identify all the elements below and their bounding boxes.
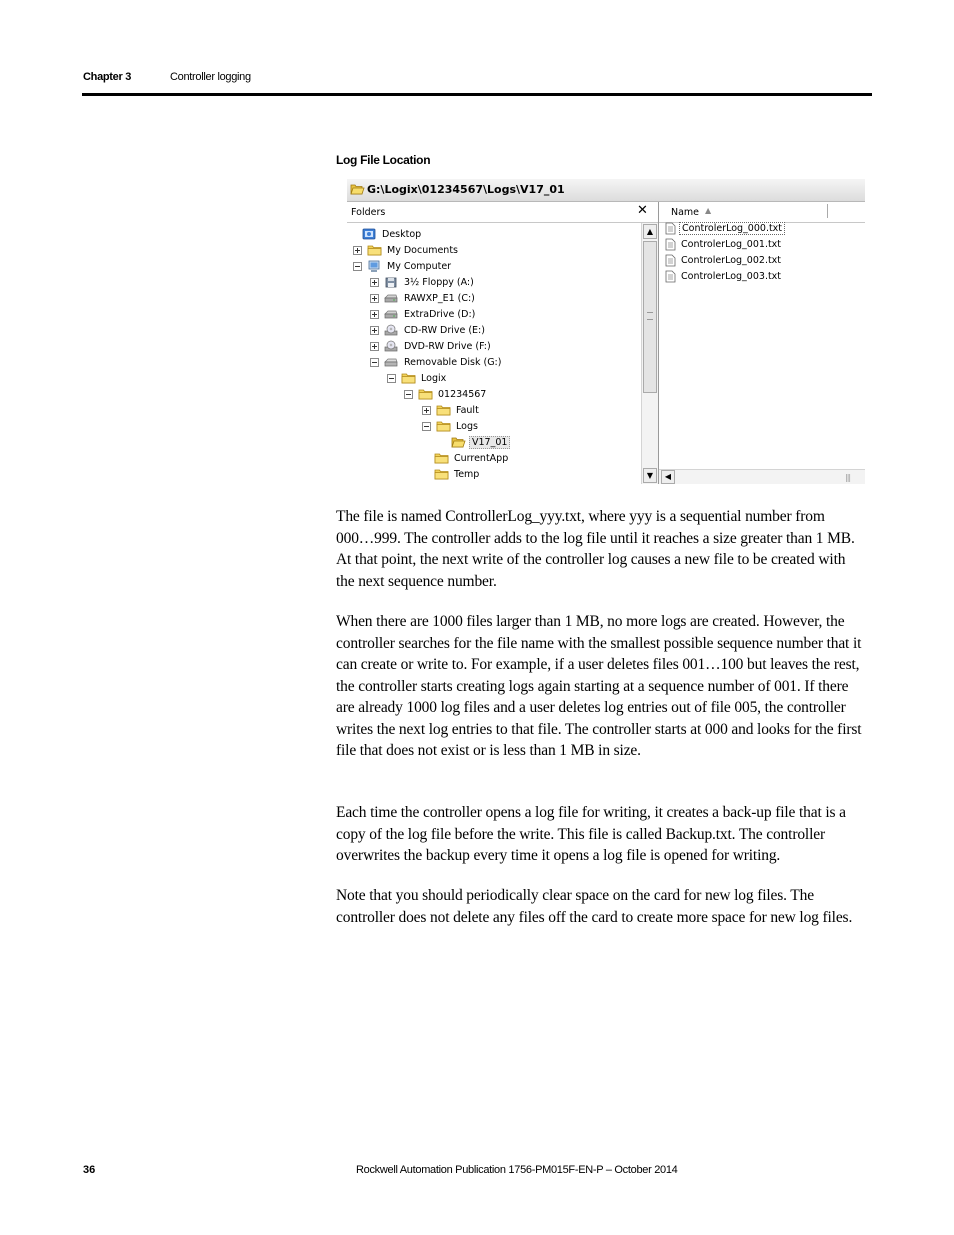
expand-icon[interactable] <box>370 278 379 287</box>
drive-icon <box>384 308 399 321</box>
tree-item-label: Fault <box>456 404 479 416</box>
text-file-icon <box>665 254 676 267</box>
column-separator[interactable] <box>827 204 828 218</box>
expand-icon[interactable] <box>370 342 379 351</box>
desktop-icon <box>362 228 377 241</box>
tree-item-label: RAWXP_E1 (C:) <box>404 292 475 304</box>
drive-icon <box>384 292 399 305</box>
text-file-icon <box>665 238 676 251</box>
floppy-icon <box>384 276 399 289</box>
expand-icon[interactable] <box>370 294 379 303</box>
tree-item[interactable] <box>387 370 448 386</box>
tree-item-label: Logix <box>421 372 447 384</box>
tree-item[interactable] <box>404 386 488 402</box>
folder-tree <box>347 223 641 484</box>
removable-disk-icon <box>384 356 399 369</box>
tree-spacer <box>422 471 429 478</box>
publication-info: Rockwell Automation Publication 1756-PM015F-EN-P – October 2014 <box>356 1164 678 1176</box>
tree-item[interactable] <box>370 322 487 338</box>
tree-spacer <box>439 439 446 446</box>
page-number: 36 <box>83 1164 96 1176</box>
file-name: ControlerLog_003.txt <box>681 270 782 282</box>
files-pane <box>659 202 865 484</box>
tree-vertical-scrollbar[interactable] <box>641 223 658 484</box>
tree-item[interactable] <box>370 306 477 322</box>
folder-icon <box>401 372 416 385</box>
folder-icon <box>418 388 433 401</box>
file-name: ControlerLog_001.txt <box>681 238 782 250</box>
folder-open-icon <box>451 436 466 449</box>
scroll-down-icon[interactable]: ▼ <box>643 468 657 483</box>
tree-item[interactable] <box>370 290 477 306</box>
files-horizontal-scrollbar[interactable] <box>659 469 865 484</box>
tree-item[interactable] <box>439 434 510 450</box>
file-item[interactable] <box>665 252 783 268</box>
tree-item[interactable] <box>422 466 481 482</box>
tree-item-label: Temp <box>454 468 480 480</box>
file-name: ControlerLog_000.txt <box>679 222 785 235</box>
folders-pane <box>347 202 659 484</box>
tree-item-label: Logs <box>456 420 478 432</box>
cd-drive-icon <box>384 340 399 353</box>
figure-caption: Log File Location <box>336 153 431 167</box>
tree-item[interactable] <box>350 226 423 242</box>
folders-pane-header <box>347 202 658 223</box>
tree-item[interactable] <box>422 450 510 466</box>
scroll-up-icon[interactable]: ▲ <box>643 224 657 239</box>
text-file-icon <box>665 270 676 283</box>
scroll-left-icon[interactable]: ◀ <box>661 470 675 484</box>
tree-item-label: DVD-RW Drive (F:) <box>404 340 491 352</box>
expand-icon[interactable] <box>353 246 362 255</box>
tree-item-label: CD-RW Drive (E:) <box>404 324 485 336</box>
folder-icon <box>367 244 382 257</box>
tree-item-label: 3½ Floppy (A:) <box>404 276 474 288</box>
tree-item[interactable] <box>353 258 453 274</box>
tree-item[interactable] <box>422 402 481 418</box>
folder-icon <box>436 420 451 433</box>
tree-spacer <box>350 231 357 238</box>
collapse-icon[interactable] <box>370 358 379 367</box>
folder-icon <box>434 452 449 465</box>
computer-icon <box>367 260 382 273</box>
tree-item[interactable] <box>422 418 480 434</box>
tree-item[interactable] <box>370 354 503 370</box>
tree-item-label: V17_01 <box>469 436 510 449</box>
text-file-icon <box>665 222 676 235</box>
collapse-icon[interactable] <box>387 374 396 383</box>
cd-drive-icon <box>384 324 399 337</box>
collapse-icon[interactable] <box>353 262 362 271</box>
tree-item[interactable] <box>353 242 460 258</box>
address-path: G:\Logix\01234567\Logs\V17_01 <box>367 183 565 196</box>
header-rule <box>82 93 872 96</box>
expand-icon[interactable] <box>370 310 379 319</box>
collapse-icon[interactable] <box>422 422 431 431</box>
tree-item-label: ExtraDrive (D:) <box>404 308 476 320</box>
tree-item-label: My Documents <box>387 244 459 256</box>
paragraph-file-naming: The file is named ControllerLog_yyy.txt, where yyy is a sequential number from 000…999. The controller adds to the log file until it reaches a size greater than 1 MB. At that point, the next write of the controller log causes a new file to be created with the next sequence number. <box>336 508 855 590</box>
sort-ascending-icon: ▲ <box>705 206 712 215</box>
tree-item[interactable] <box>370 338 493 354</box>
explorer-title-bar <box>347 179 865 202</box>
expand-icon[interactable] <box>422 406 431 415</box>
folder-open-icon <box>350 183 364 194</box>
tree-spacer <box>422 455 429 462</box>
paragraph-clear-space: Note that you should periodically clear space on the card for new log files. The controller does not delete any files off the card to create more space for new log files. <box>336 887 853 926</box>
file-item[interactable] <box>665 268 783 284</box>
tree-item-label: CurrentApp <box>454 452 509 464</box>
explorer-window-screenshot <box>347 179 865 484</box>
scroll-grip-icon: ||| <box>845 473 851 482</box>
close-icon[interactable]: ✕ <box>637 203 648 218</box>
tree-item[interactable] <box>370 274 476 290</box>
tree-item-label: 01234567 <box>438 388 487 400</box>
paragraph-backup: Each time the controller opens a log file for writing, it creates a back-up file that is a copy of the log file before the write. This file is called Backup.txt. The controller overwrites the backup every time it opens a log file is opened for writing. <box>336 804 846 864</box>
tree-item-label: Removable Disk (G:) <box>404 356 502 368</box>
folders-label: Folders <box>351 207 386 218</box>
collapse-icon[interactable] <box>404 390 413 399</box>
file-item[interactable] <box>665 236 783 252</box>
name-column-header[interactable]: Name <box>671 207 700 218</box>
file-item[interactable] <box>665 220 785 236</box>
scrollbar-thumb[interactable] <box>643 241 657 393</box>
tree-item-label: My Computer <box>387 260 452 272</box>
chapter-label: Chapter 3 <box>83 71 132 83</box>
chapter-title: Controller logging <box>170 71 251 83</box>
folder-icon <box>434 468 449 481</box>
file-name: ControlerLog_002.txt <box>681 254 782 266</box>
folder-icon <box>436 404 451 417</box>
paragraph-file-limit: When there are 1000 files larger than 1 MB, no more logs are created. However, the controller searches for the file name with the smallest possible sequence number that it can create or write to. For example, if a user deletes files 001…100 but leaves the rest, the controller starts creating logs again starting at a sequence number of 001. If there are already 1000 log files and a user deletes log entries out of file 005, the controller writes the next log entries to that file. The controller starts at 000 and looks for the first file that does not exist or is less than 1 MB in size. <box>336 613 862 759</box>
tree-item-label: Desktop <box>382 228 422 240</box>
expand-icon[interactable] <box>370 326 379 335</box>
